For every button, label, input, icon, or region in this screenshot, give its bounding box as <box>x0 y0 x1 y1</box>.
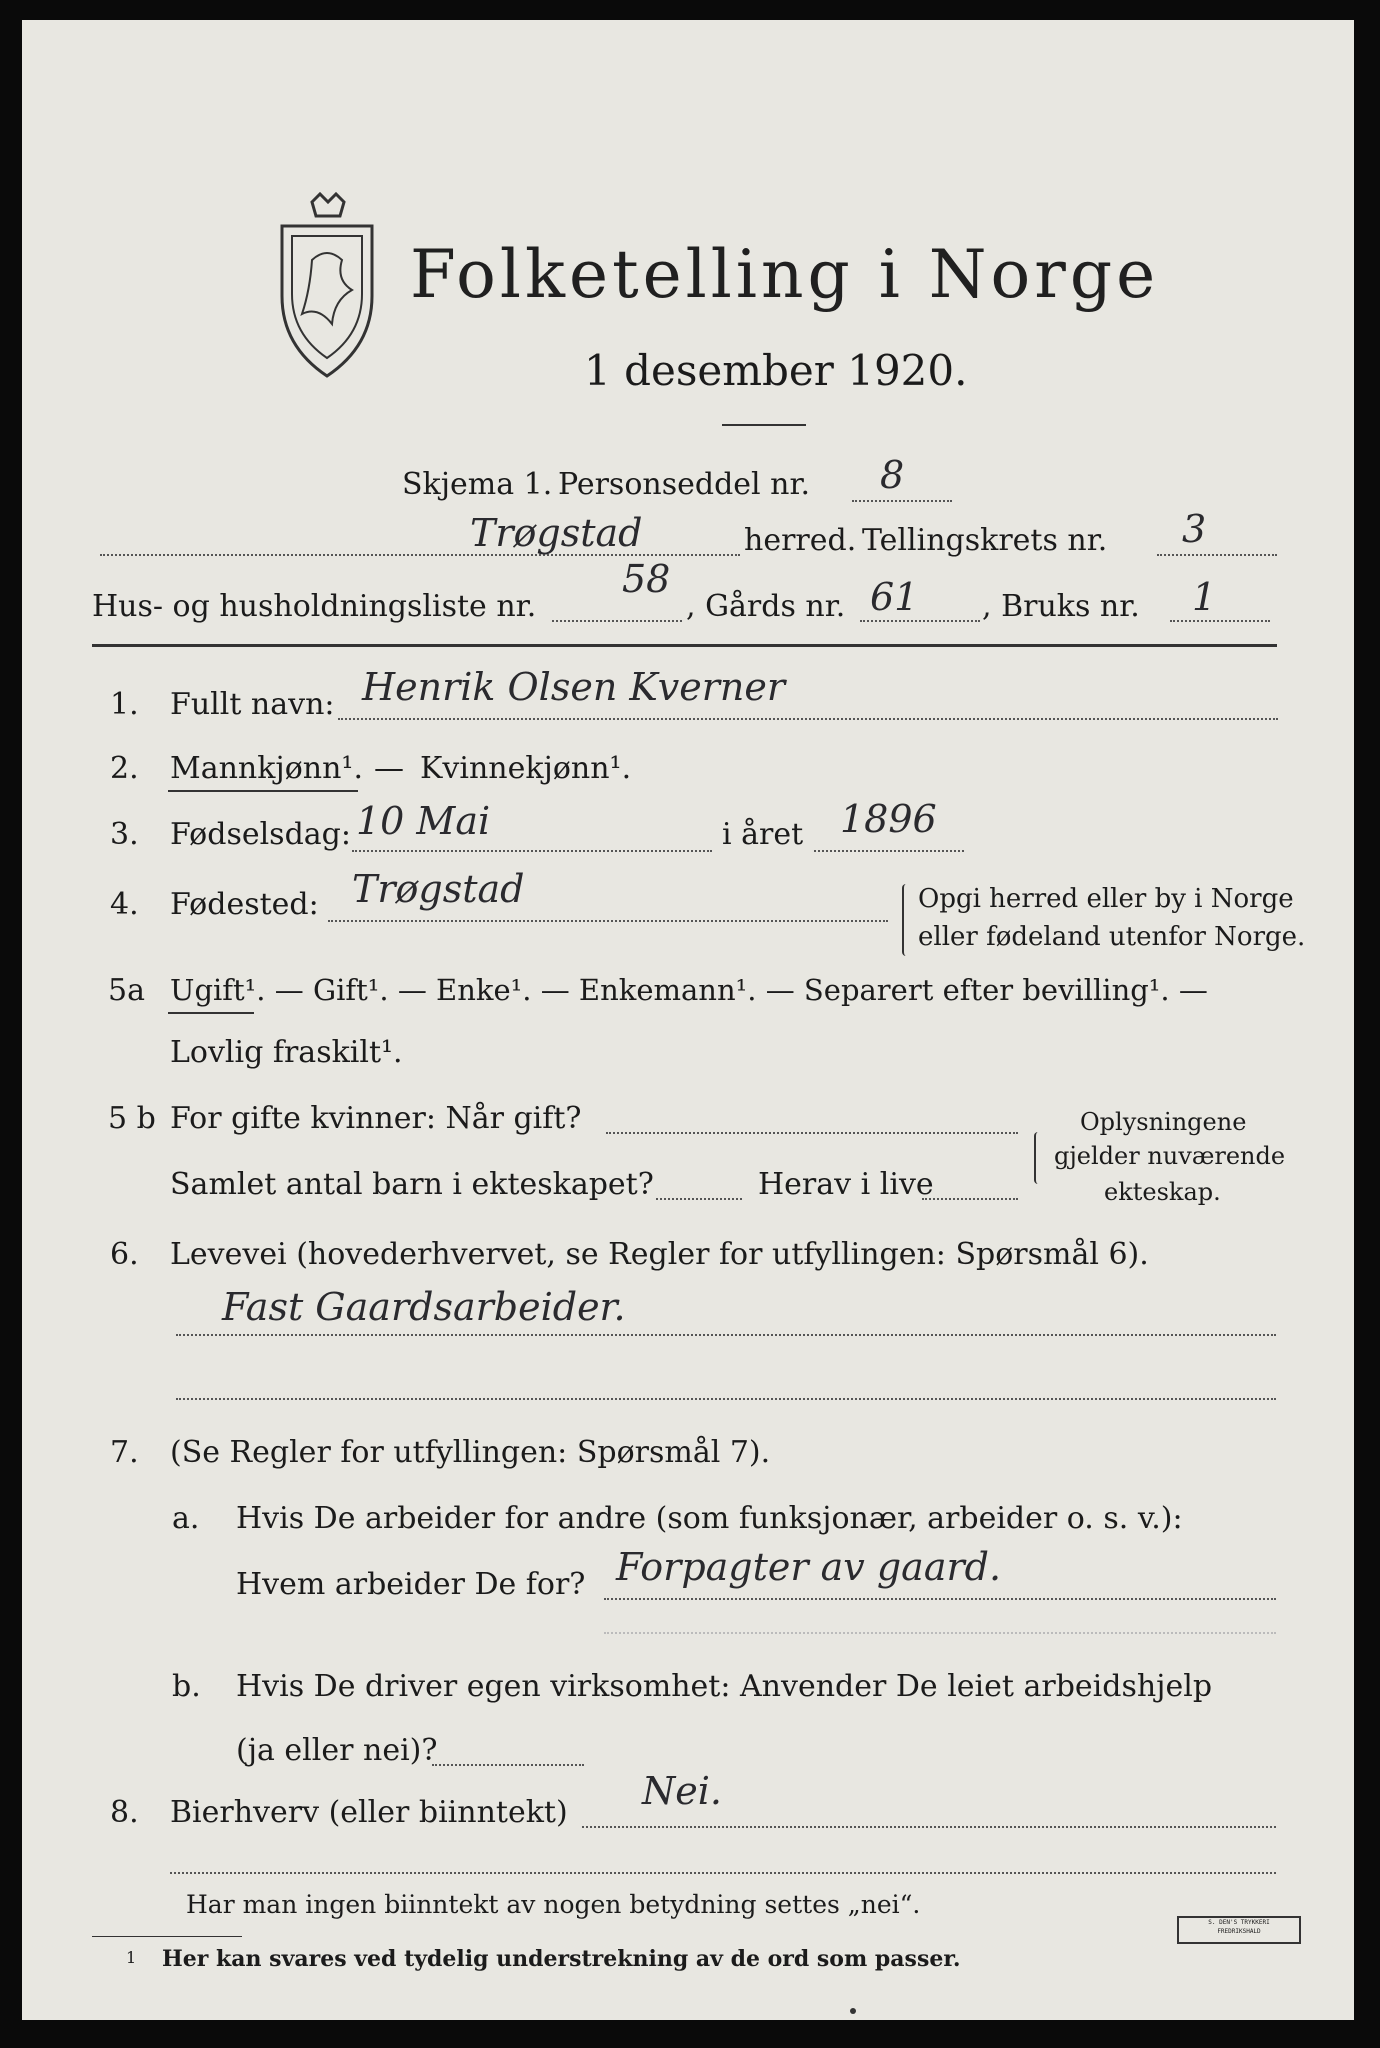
q7-label: (Se Regler for utfyllingen: Spørsmål 7). <box>170 1435 771 1470</box>
q1-number: 1. <box>110 687 139 722</box>
q7a-letter: a. <box>172 1501 200 1536</box>
q7b-line <box>432 1764 584 1766</box>
q6-value: Fast Gaardsarbeider. <box>222 1285 626 1329</box>
hus-value: 58 <box>622 557 671 601</box>
bruks-value: 1 <box>1192 575 1217 619</box>
printer-stamp <box>1177 1916 1301 1944</box>
q4-note-line1: Opgi herred eller by i Norge <box>918 884 1294 914</box>
personseddel-value: 8 <box>880 453 905 497</box>
gards-value: 61 <box>870 575 919 619</box>
q5b-note1: Oplysningene <box>1080 1108 1247 1136</box>
gards-line <box>860 620 980 622</box>
q6-number: 6. <box>110 1237 139 1272</box>
q5b-line1: For gifte kvinner: Når gift? <box>170 1101 582 1136</box>
q7a-value: Forpagter av gaard. <box>616 1545 1002 1589</box>
q3-number: 3. <box>110 817 139 852</box>
q4-line <box>328 920 888 922</box>
q4-value: Trøgstad <box>352 867 525 911</box>
footnote-mark: 1 <box>126 1948 137 1967</box>
herred-value: Trøgstad <box>470 511 643 555</box>
hus-label: Hus- og husholdningsliste nr. <box>92 589 537 624</box>
q7a-line <box>604 1598 1276 1600</box>
herred-label: herred. <box>744 523 857 558</box>
ink-dot <box>850 2008 856 2014</box>
q5b-barn-line <box>656 1198 742 1200</box>
q5a-number: 5a <box>108 973 145 1008</box>
footnote-divider <box>92 1936 242 1937</box>
q7-number: 7. <box>110 1435 139 1470</box>
q2-number: 2. <box>110 751 139 786</box>
footer-note: Har man ingen biinntekt av nogen betydning settes „nei“. <box>186 1890 921 1919</box>
q2-separator: — <box>374 751 404 786</box>
coat-of-arms-icon <box>252 190 402 380</box>
schema-label: Skjema 1. <box>402 467 553 502</box>
q5b-gift-line <box>606 1132 1018 1134</box>
tellingskrets-label: Tellingskrets nr. <box>862 523 1108 558</box>
q3-year-label: i året <box>722 817 804 852</box>
header-divider <box>722 424 806 426</box>
q4-note-line2: eller fødeland utenfor Norge. <box>918 922 1306 952</box>
q7a-line-extra <box>604 1632 1276 1634</box>
q1-line <box>338 718 1278 720</box>
q2-male-underline <box>168 790 358 792</box>
q5a-ugift-underline <box>168 1012 254 1014</box>
q1-label: Fullt navn: <box>170 687 335 722</box>
q8-value: Nei. <box>642 1769 722 1813</box>
q3-year-value: 1896 <box>840 797 937 841</box>
q7b-letter: b. <box>172 1669 201 1704</box>
q5b-number: 5 b <box>108 1101 156 1136</box>
q2-female-option: Kvinnekjønn¹. <box>420 751 632 786</box>
form-title: Folketelling i Norge <box>410 236 1160 313</box>
q3-value: 10 Mai <box>356 799 491 843</box>
q6-line2 <box>176 1398 1276 1400</box>
q8-line <box>582 1826 1276 1828</box>
q4-number: 4. <box>110 887 139 922</box>
tellingskrets-value: 3 <box>1182 507 1207 551</box>
gards-label: , Gårds nr. <box>686 589 846 624</box>
q7b-line1: Hvis De driver egen virksomhet: Anvender De leiet arbeidshjelp <box>236 1669 1213 1704</box>
census-form-sheet <box>22 20 1354 2020</box>
q5a-options-line2: Lovlig fraskilt¹. <box>170 1035 403 1070</box>
q5b-note-brace <box>1034 1132 1042 1184</box>
q4-note-brace <box>902 884 910 956</box>
q6-label: Levevei (hovederhvervet, se Regler for utfyllingen: Spørsmål 6). <box>170 1237 1149 1272</box>
section-divider <box>92 644 1277 647</box>
q8-line-extra <box>170 1872 1276 1874</box>
bruks-label: , Bruks nr. <box>982 589 1140 624</box>
q5b-line2: Samlet antal barn i ekteskapet? <box>170 1167 654 1202</box>
tellingskrets-line <box>1157 554 1277 556</box>
q5b-live-line <box>922 1198 1018 1200</box>
q2-male-option: Mannkjønn¹. <box>170 751 363 786</box>
printer-stamp-line2: FREDRIKSHALD <box>1217 1928 1261 1935</box>
personseddel-line <box>852 500 952 502</box>
printer-stamp-line1: S. DEN'S TRYKKERI <box>1208 1919 1270 1926</box>
q7b-line2: (ja eller nei)? <box>236 1733 438 1768</box>
footnote-text: Her kan svares ved tydelig understrekning av de ord som passer. <box>162 1946 961 1972</box>
bruks-line <box>1170 620 1270 622</box>
q7a-line1: Hvis De arbeider for andre (som funksjonær, arbeider o. s. v.): <box>236 1501 1183 1536</box>
q5b-note3: ekteskap. <box>1104 1178 1221 1206</box>
q7a-line2: Hvem arbeider De for? <box>236 1567 586 1602</box>
q3-year-line <box>814 850 964 852</box>
q6-line1 <box>176 1334 1276 1336</box>
q3-label: Fødselsdag: <box>170 817 351 852</box>
census-date: 1 desember 1920. <box>584 346 968 395</box>
q5a-options-line1: Ugift¹. — Gift¹. — Enke¹. — Enkemann¹. — Separert efter bevilling¹. — <box>170 973 1208 1007</box>
q3-line <box>352 850 712 852</box>
personseddel-label: Personseddel nr. <box>558 467 811 502</box>
q1-value: Henrik Olsen Kverner <box>362 665 786 709</box>
q8-number: 8. <box>110 1795 139 1830</box>
hus-line <box>552 620 682 622</box>
q8-label: Bierhverv (eller biinntekt) <box>170 1795 568 1830</box>
q5b-note2: gjelder nuværende <box>1054 1142 1286 1170</box>
q5b-live-label: Herav i live <box>758 1167 934 1202</box>
q4-label: Fødested: <box>170 887 319 922</box>
herred-line <box>100 554 740 556</box>
